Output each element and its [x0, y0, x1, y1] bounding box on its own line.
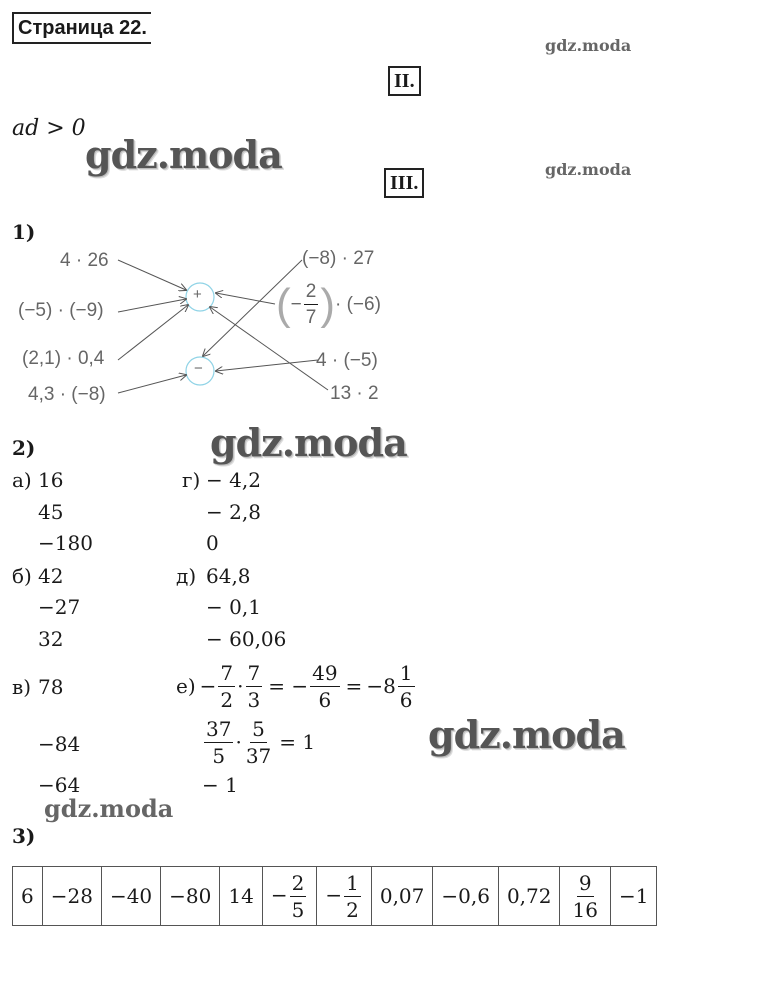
table-row: [13, 867, 657, 926]
part-a-value: 45: [38, 500, 64, 524]
fraction-sign: −: [290, 293, 302, 315]
fraction: $\frac{7}{3}$: [247, 660, 261, 712]
arrow: [118, 260, 186, 290]
fraction: $\frac{9}{16}$: [572, 870, 598, 922]
watermark: gdz.moda: [428, 712, 625, 757]
plus-sign: +: [193, 286, 202, 303]
arrow: [118, 375, 186, 393]
product-left-3: (2,1) · 0,4: [22, 348, 105, 369]
part-d-value: 64,8: [206, 564, 251, 588]
multiplier: · (−6): [335, 293, 381, 315]
product-right-1: (−8) · 27: [302, 248, 375, 269]
table-cell: −28: [42, 867, 101, 926]
part-e-line-2: $\frac{37}{5}$ · $\frac{5}{37}$ = 1: [206, 716, 316, 768]
part-b-value: 42: [38, 564, 64, 588]
condition-text: ad > 0: [12, 116, 86, 141]
arrow: [118, 305, 188, 360]
fraction: $\frac{49}{6}$: [312, 660, 338, 712]
part-v-value: −84: [38, 732, 81, 756]
part-d-label: д): [176, 564, 197, 588]
product-left-1: 4 · 26: [60, 250, 109, 271]
section-label-ii: II.: [388, 66, 421, 96]
part-v-label: в): [12, 675, 32, 699]
fraction: $\frac{1}{6}$: [399, 660, 413, 712]
task-number-2: 2): [12, 436, 36, 460]
fraction: $\frac{1}{2}$: [346, 870, 359, 922]
product-right-3: 4 · (−5): [316, 350, 378, 371]
table-cell: 6: [13, 867, 43, 926]
part-g-value: − 2,8: [206, 500, 261, 524]
fraction-denominator: 7: [305, 307, 317, 328]
fraction: [304, 282, 319, 327]
part-e-line-3: − 1: [202, 773, 238, 797]
watermark: gdz.moda: [545, 160, 632, 179]
part-v-value: −64: [38, 773, 81, 797]
page-title: Страница 22.: [12, 12, 151, 44]
part-v-value: 78: [38, 675, 64, 699]
part-b-label: б): [12, 564, 32, 588]
arrow: [216, 360, 318, 371]
fraction-numerator: 2: [304, 282, 319, 305]
task-number-3: 3): [12, 824, 36, 848]
mixed-whole: −8: [366, 674, 396, 698]
task-number-1: 1): [12, 220, 36, 244]
part-e-label: е): [176, 674, 196, 698]
part-e-result: = 1: [279, 730, 316, 754]
part-g-label: г): [182, 468, 201, 492]
product-left-2: (−5) · (−9): [18, 300, 104, 321]
part-g-value: 0: [206, 531, 219, 555]
part-d-value: − 60,06: [206, 627, 287, 651]
part-a-value: 16: [38, 468, 64, 492]
part-a-label: а): [12, 468, 32, 492]
table-cell: −1: [610, 867, 656, 926]
watermark: gdz.moda: [545, 36, 632, 55]
product-right-4: 13 · 2: [330, 383, 379, 404]
table-cell: −40: [101, 867, 160, 926]
part-e-line-1: е) − $\frac{7}{2}$ · $\frac{7}{3}$ = − $\frac{49}{6}$ = −8 $\frac{1}{6}$: [176, 660, 413, 712]
table-cell: 0,07: [371, 867, 433, 926]
watermark: gdz.moda: [44, 794, 174, 823]
part-d-value: − 0,1: [206, 595, 261, 619]
arrow: [118, 299, 186, 312]
section-label-iii: III.: [384, 168, 424, 198]
watermark: gdz.moda: [85, 132, 282, 177]
product-right-2: ( − $\frac{2}{7}$ ) · (−6): [276, 279, 381, 329]
answers-table: [12, 866, 657, 926]
fraction: $\frac{7}{2}$: [220, 660, 234, 712]
minus-sign: −: [194, 360, 203, 377]
watermark: gdz.moda: [210, 420, 407, 465]
table-cell: [560, 867, 610, 926]
table-cell: − $\frac{2}{5}$: [262, 867, 317, 926]
part-b-value: 32: [38, 627, 64, 651]
table-cell: − $\frac{1}{2}$: [317, 867, 372, 926]
fraction: $\frac{2}{5}$: [291, 870, 305, 922]
part-g-value: − 4,2: [206, 468, 261, 492]
part-b-value: −27: [38, 595, 81, 619]
part-a-value: −180: [38, 531, 93, 555]
table-cell: −0,6: [433, 867, 499, 926]
table-cell: 0,72: [498, 867, 560, 926]
table-cell: 14: [220, 867, 262, 926]
product-left-4: 4,3 · (−8): [28, 384, 106, 405]
fraction: $\frac{5}{37}$: [245, 716, 272, 768]
table-cell: −80: [161, 867, 220, 926]
fraction: $\frac{37}{5}$: [206, 716, 232, 768]
